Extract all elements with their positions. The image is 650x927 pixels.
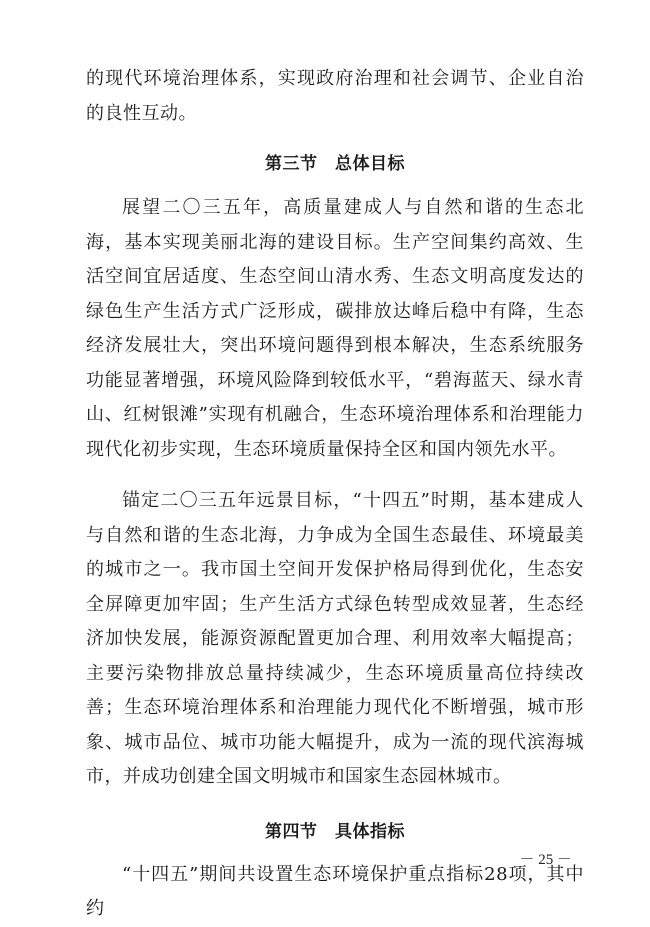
paragraph-vision-2035: 展望二〇三五年，高质量建成人与自然和谐的生态北海，基本实现美丽北海的建设目标。生产空间集约高效、生活空间宜居适度、生态空间山清水秀、生态文明高度发达的绿色生产生活方式广泛形成，碳排放达峰后稳中有降，生态经济发展壮大，突出环境问题得到根本解决，生态系统服务功能显著增强，环境风险降到较低水平，“碧海蓝天、绿水青山、红树银滩”实现有机融合，生态环境治理体系和治理能力现代化初步实现，生态环境质量保持全区和国内领先水平。 bbox=[86, 197, 584, 460]
paragraph-14th-five-year-goals: 锚定二〇三五年远景目标，“十四五”时期，基本建成人与自然和谐的生态北海，力争成为全国生态最佳、环境最美的城市之一。我市国土空间开发保护格局得到优化，生态安全屏障更加牢固；生产生活方式绿色转型成效显著，生态经济加快发展，能源资源配置更加合理、利用效率大幅提高；主要污染物排放总量持续减少，生态环境质量高位持续改善；生态环境治理体系和治理能力现代化不断增强，城市形象、城市品位、城市功能大幅提升，成为一流的现代滨海城市，并成功创建全国文明城市和国家生态园林城市。 bbox=[86, 490, 584, 787]
paragraph-indicators: “十四五”期间共设置生态环境保护重点指标28项，其中约 bbox=[86, 863, 584, 919]
section-heading-overall-goals: 第三节 总体目标 bbox=[265, 154, 405, 174]
document-body bbox=[86, 62, 584, 927]
section-heading-specific-indicators: 第四节 具体指标 bbox=[265, 821, 405, 842]
page-number: － 25 － bbox=[519, 852, 572, 868]
paragraph-continuation: 的现代环境治理体系，实现政府治理和社会调节、企业自治的良性互动。 bbox=[86, 68, 584, 124]
